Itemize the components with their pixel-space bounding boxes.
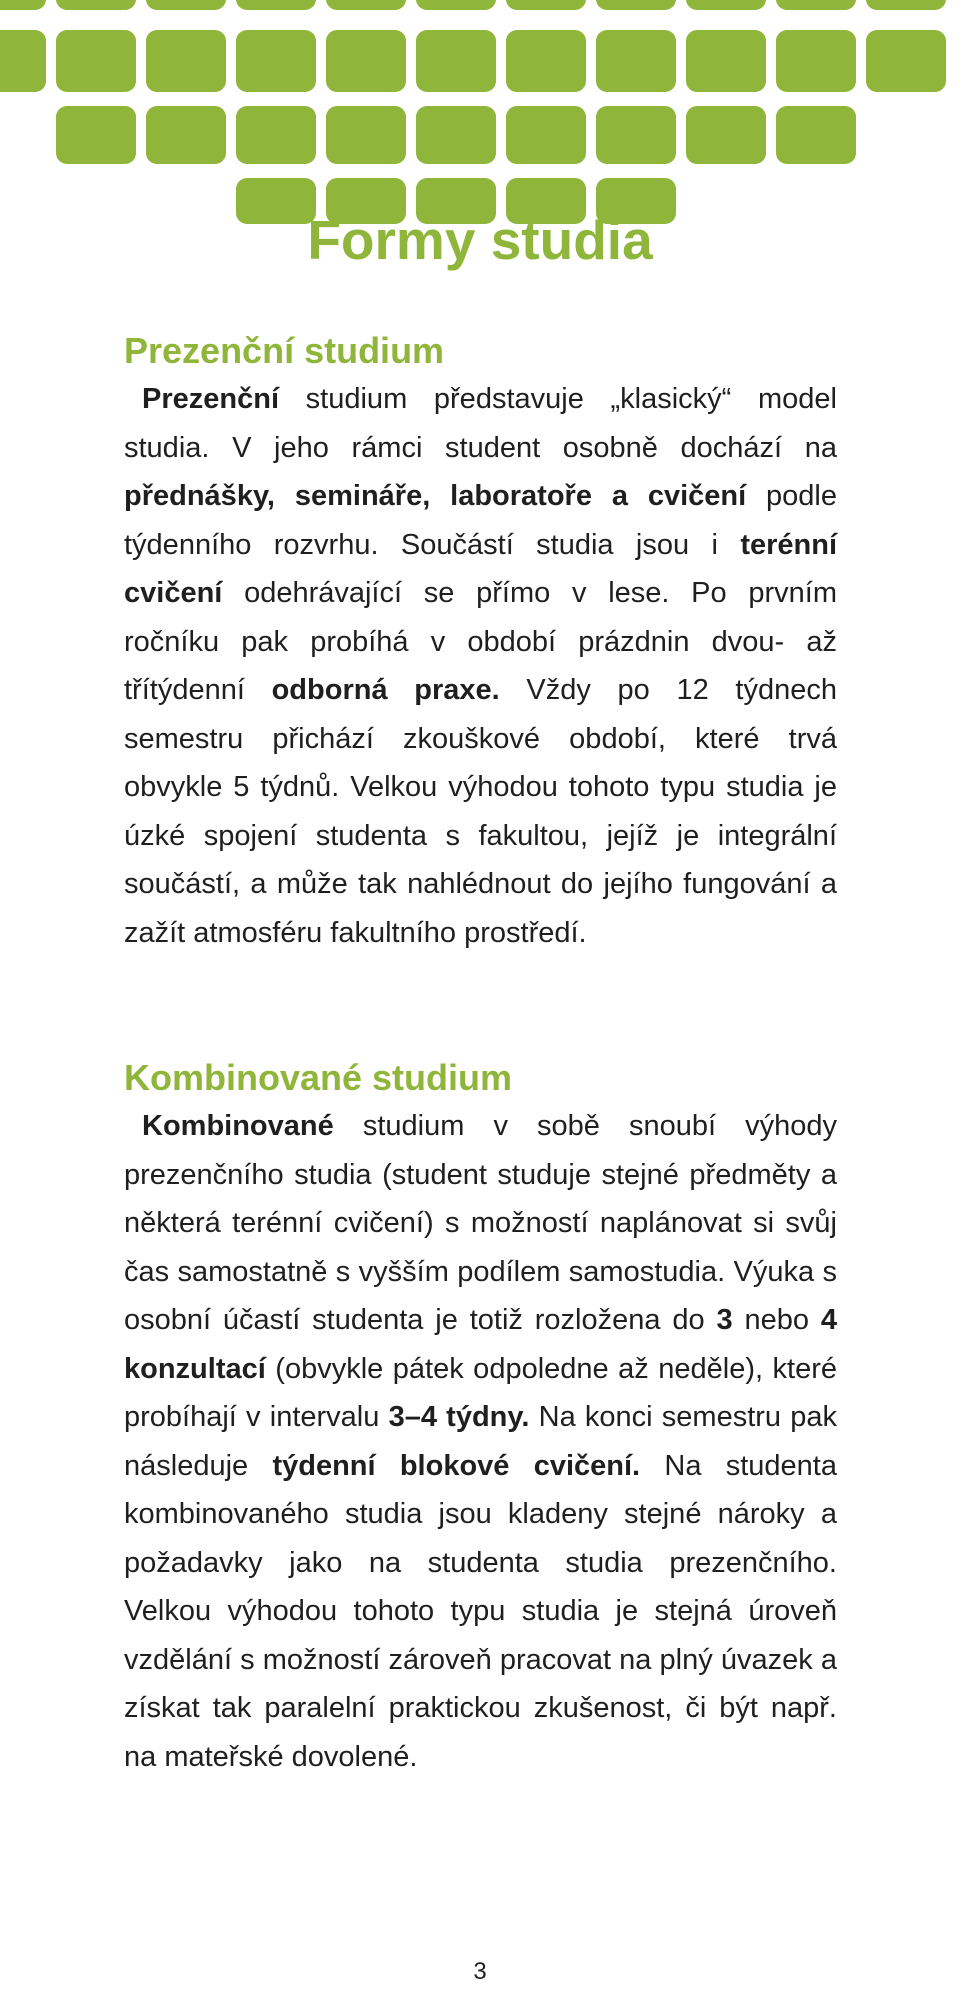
section-body [124, 1102, 837, 1781]
decorative-tile [56, 30, 136, 92]
page-number: 3 [473, 1958, 487, 1985]
decorative-tile [146, 106, 226, 164]
decorative-tile [326, 0, 406, 10]
decorative-tile [776, 30, 856, 92]
decorative-tile [686, 106, 766, 164]
decorative-tile-pattern [0, 0, 960, 240]
decorative-tile [416, 30, 496, 92]
text-run: 3–4 týdny. [388, 1401, 530, 1433]
section-heading: Kombinované studium [124, 1057, 513, 1098]
decorative-tile [506, 0, 586, 10]
decorative-tile [56, 0, 136, 10]
text-run: studium představuje „klasický“ model studia. V jeho rámci student osobně dochází na [124, 383, 837, 464]
decorative-tile [0, 0, 46, 10]
decorative-tile [866, 30, 946, 92]
decorative-tile [326, 30, 406, 92]
text-run: Na studenta kombinovaného studia jsou kladeny stejné nároky a požadavky jako na studenta studia prezenčního. Velkou výhodou tohoto typu studia je stejná úroveň vzdělání s možností zároveň pracovat na plný úvazek a získat tak paralelní praktickou zkušenost, či být např. na mateřské dovolené. [124, 1449, 837, 1773]
decorative-tile [146, 30, 226, 92]
decorative-tile [236, 30, 316, 92]
text-run: nebo [732, 1304, 821, 1336]
text-run: podle týdenního rozvrhu. Součástí studia jsou i [124, 480, 838, 561]
decorative-tile [416, 106, 496, 164]
decorative-tile [866, 0, 946, 10]
decorative-tile [686, 30, 766, 92]
decorative-tile [56, 106, 136, 164]
decorative-tile [596, 30, 676, 92]
decorative-tile [596, 0, 676, 10]
decorative-tile [236, 106, 316, 164]
section-body [124, 375, 837, 957]
decorative-tile [236, 0, 316, 10]
text-run: studium v sobě snoubí výhody prezenčního studia (student studuje stejné předměty a některá terénní cvičení) s možností naplánovat si svůj čas samostatně s vyšším podílem samostudia. Výuka s osobní účastí studenta je totiž rozložena do [124, 1110, 837, 1336]
decorative-tile [0, 30, 46, 92]
text-run: týdenní blokové cvičení. [272, 1449, 641, 1482]
decorative-tile [326, 106, 406, 164]
text-run: (obvykle pátek odpoledne až neděle), které probíhají v intervalu [124, 1352, 837, 1433]
decorative-tile [776, 106, 856, 164]
decorative-tile [596, 106, 676, 164]
section-prezencni-studium [124, 327, 837, 957]
text-run: Na konci semestru pak následuje [124, 1401, 837, 1482]
text-run: Kombinované [142, 1110, 334, 1142]
text-run: odehrávající se přímo v lese. Po prvním ročníku pak probíhá v období prázdnin dvou- až třítýdenní [124, 577, 837, 706]
section-kombinovane-studium [124, 1054, 837, 1781]
decorative-tile [146, 0, 226, 10]
page-title: Formy studia [307, 209, 653, 271]
text-run: terénní cvičení [124, 528, 837, 609]
text-run: 4 konzultací [124, 1304, 837, 1385]
decorative-tile [506, 30, 586, 92]
text-run: Vždy po 12 týdnech semestru přichází zkouškové období, které trvá obvykle 5 týdnů. Velkou výhodou tohoto typu studia je úzké spojení studenta s fakultou, jejíž je integrální součástí, a může tak nahlédnout do jejího fungování a zažít atmosféru fakultního prostředí. [124, 674, 837, 949]
decorative-tile [776, 0, 856, 10]
text-run: odborná praxe. [271, 674, 500, 706]
decorative-tile [416, 0, 496, 10]
text-run: přednášky, semináře, laboratoře a cvičení [124, 480, 747, 512]
text-run: Prezenční [142, 383, 279, 415]
decorative-tile [686, 0, 766, 10]
text-run: 3 [716, 1304, 733, 1336]
section-heading: Prezenční studium [124, 330, 445, 371]
decorative-tile [506, 106, 586, 164]
